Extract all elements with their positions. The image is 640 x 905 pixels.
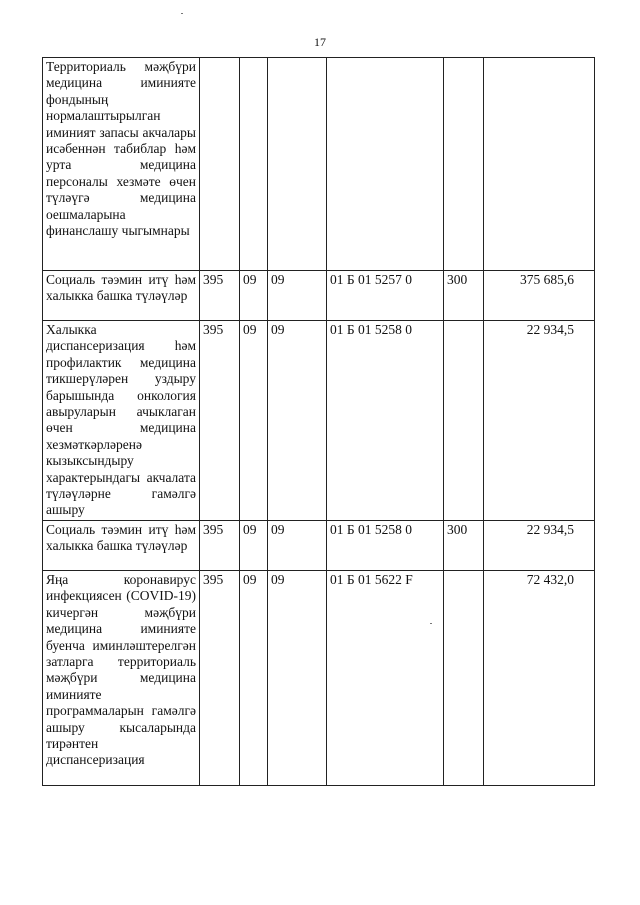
subsection-code-cell: 09 [268, 321, 327, 521]
table-row [43, 321, 595, 521]
subsection-code-cell: 09 [268, 570, 327, 785]
expense-name-cell: Яңа коронавирус инфекциясен (COVID-19) кичергән мәҗбүри медицина иминияте буенча иминләштерелгән затларга территориаль мәҗбүри медицина иминияте программаларын гамәлгә ашыру кысаларында тирәнтен диспансеризация [43, 570, 200, 785]
budget-table [42, 57, 595, 786]
expense-name-cell: Социаль тәэмин итү һәм халыкка башка түләүләр [43, 271, 200, 321]
expense-name-cell: Социаль тәэмин итү һәм халыкка башка түләүләр [43, 520, 200, 570]
section-code-cell: 09 [240, 271, 268, 321]
section-code-cell: 09 [240, 520, 268, 570]
section-code-cell: 09 [240, 570, 268, 785]
ministry-code-cell: 395 [200, 570, 240, 785]
scan-speck [430, 623, 432, 624]
target-article-cell [327, 58, 444, 271]
expense-type-cell: 300 [444, 271, 484, 321]
section-code-cell [240, 58, 268, 271]
subsection-code-cell: 09 [268, 520, 327, 570]
expense-name-cell: Территориаль мәҗбүри медицина иминияте фондының нормалаштырылган иминият запасы акчалары исәбеннән табиблар һәм урта медицина персоналы хезмәте өчен түләүгә медицина оешмаларына финанслашу чыгымнары [43, 58, 200, 271]
table-row [43, 520, 595, 570]
amount-cell: 72 432,0 [484, 570, 595, 785]
amount-cell: 22 934,5 [484, 520, 595, 570]
ministry-code-cell: 395 [200, 321, 240, 521]
amount-cell [484, 58, 595, 271]
target-article-cell: 01 Б 01 5258 0 [327, 520, 444, 570]
expense-type-cell [444, 58, 484, 271]
amount-cell: 22 934,5 [484, 321, 595, 521]
subsection-code-cell [268, 58, 327, 271]
amount-cell: 375 685,6 [484, 271, 595, 321]
subsection-code-cell: 09 [268, 271, 327, 321]
ministry-code-cell: 395 [200, 271, 240, 321]
target-article-cell: 01 Б 01 5258 0 [327, 321, 444, 521]
target-article-cell: 01 Б 01 5257 0 [327, 271, 444, 321]
table-row [43, 58, 595, 271]
expense-type-cell [444, 570, 484, 785]
page-number: 17 [314, 35, 326, 49]
expense-type-cell: 300 [444, 520, 484, 570]
expense-name-cell: Халыкка диспансеризация һәм профилактик медицина тикшерүләрен уздыру барышында онкология авыруларын ачыклаган өчен медицина хезмәткәрләренә кызыксындыру характерындагы акчалата түләүләрне гамәлгә ашыру [43, 321, 200, 521]
table-row [43, 271, 595, 321]
scan-speck [181, 13, 183, 14]
expense-type-cell [444, 321, 484, 521]
target-article-cell: 01 Б 01 5622 F [327, 570, 444, 785]
table-row [43, 570, 595, 785]
ministry-code-cell: 395 [200, 520, 240, 570]
section-code-cell: 09 [240, 321, 268, 521]
ministry-code-cell [200, 58, 240, 271]
